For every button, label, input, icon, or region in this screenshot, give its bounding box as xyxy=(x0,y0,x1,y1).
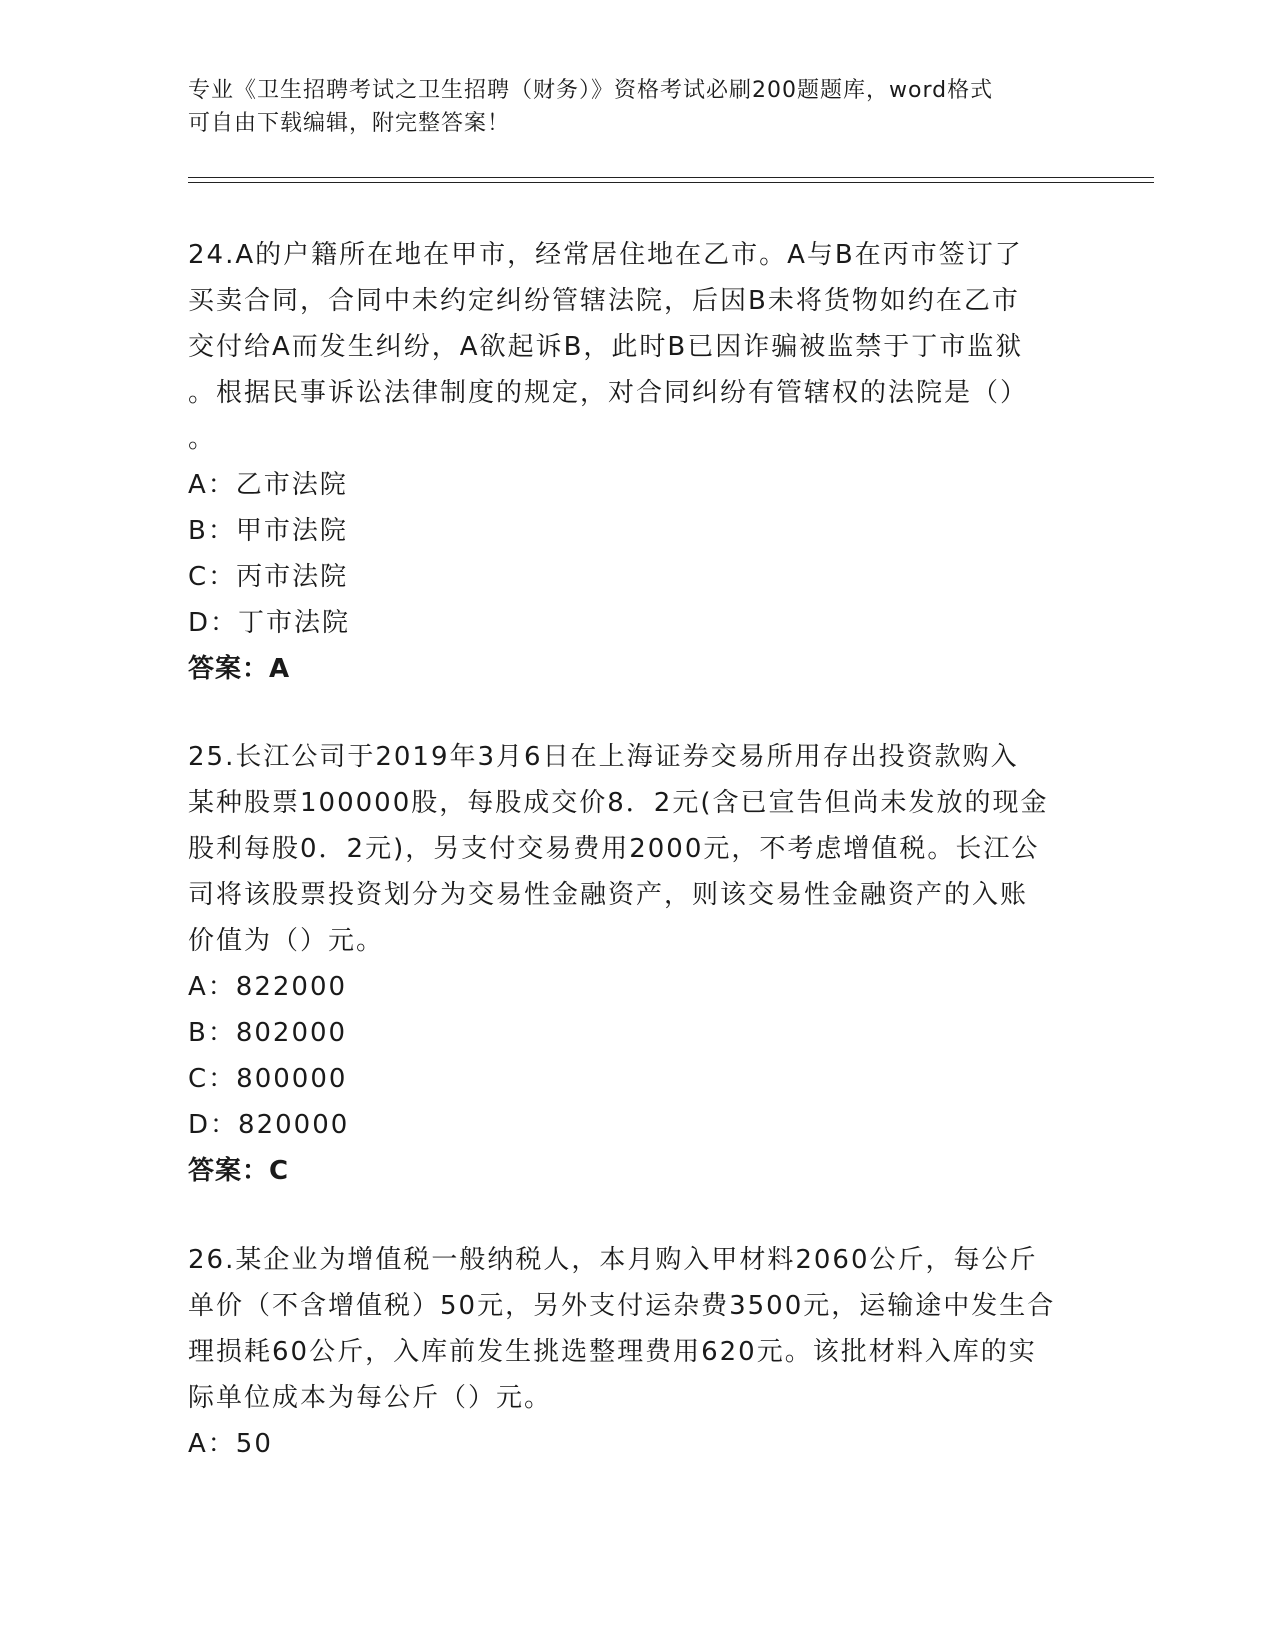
question-26 xyxy=(188,1237,1088,1467)
header-line-1: 专业《卫生招聘考试之卫生招聘（财务）》资格考试必刷200题题库，word格式 xyxy=(188,78,994,103)
header-divider xyxy=(188,177,1154,183)
option-d: D：820000 xyxy=(188,1110,350,1140)
question-text-line: 。根据民事诉讼法律制度的规定，对合同纠纷有管辖权的法院是（） xyxy=(188,378,1029,408)
answer: 答案：A xyxy=(188,654,291,684)
question-text-line: 26.某企业为增值税一般纳税人，本月购入甲材料2060公斤，每公斤 xyxy=(188,1245,1038,1275)
question-text-line: 买卖合同，合同中未约定纠纷管辖法院，后因B未将货物如约在乙市 xyxy=(188,286,1020,316)
option-b: B：802000 xyxy=(188,1018,348,1048)
page-header xyxy=(188,74,1068,140)
question-text-line: 。 xyxy=(188,424,217,454)
option-b: B：甲市法院 xyxy=(188,516,348,546)
answer: 答案：C xyxy=(188,1156,290,1186)
option-c: C：丙市法院 xyxy=(188,562,349,592)
question-24 xyxy=(188,232,1088,692)
question-text-line: 单价（不含增值税）50元，另外支付运杂费3500元，运输途中发生合 xyxy=(188,1291,1056,1321)
question-text-line: 某种股票100000股，每股成交价8．2元(含已宣告但尚未发放的现金 xyxy=(188,788,1049,818)
option-a: A：乙市法院 xyxy=(188,470,348,500)
question-text-line: 价值为（）元。 xyxy=(188,926,385,956)
question-text-line: 司将该股票投资划分为交易性金融资产，则该交易性金融资产的入账 xyxy=(188,880,1029,910)
question-text-line: 股利每股0．2元)，另支付交易费用2000元，不考虑增值税。长江公 xyxy=(188,834,1040,864)
question-text-line: 交付给A而发生纠纷，A欲起诉B，此时B已因诈骗被监禁于丁市监狱 xyxy=(188,332,1024,362)
option-c: C：800000 xyxy=(188,1064,348,1094)
option-a: A：822000 xyxy=(188,972,348,1002)
question-text-line: 理损耗60公斤，入库前发生挑选整理费用620元。该批材料入库的实 xyxy=(188,1337,1037,1367)
option-a: A：50 xyxy=(188,1429,273,1459)
question-25 xyxy=(188,734,1088,1194)
question-text-line: 际单位成本为每公斤（）元。 xyxy=(188,1383,553,1413)
option-d: D：丁市法院 xyxy=(188,608,351,638)
header-line-2: 可自由下载编辑，附完整答案！ xyxy=(188,111,511,136)
question-text-line: 25.长江公司于2019年3月6日在上海证券交易所用存出投资款购入 xyxy=(188,742,1019,772)
question-text-line: 24.A的户籍所在地在甲市，经常居住地在乙市。A与B在丙市签订了 xyxy=(188,240,1023,270)
